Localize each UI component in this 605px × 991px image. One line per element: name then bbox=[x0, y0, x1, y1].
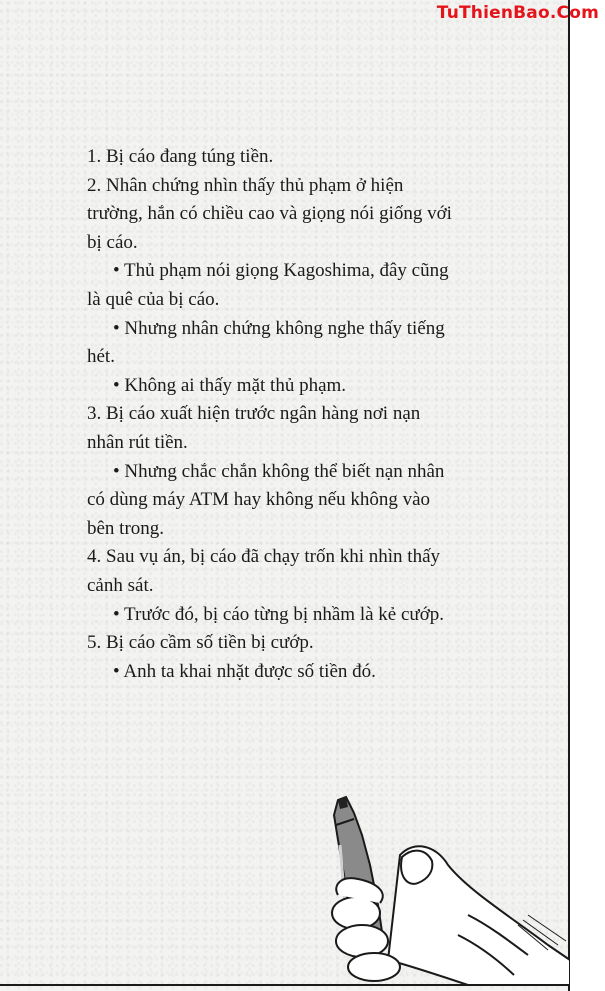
list-line: bị cáo. bbox=[87, 231, 138, 253]
list-line: 2. Nhân chứng nhìn thấy thủ phạm ở hiện bbox=[87, 174, 404, 196]
list-line: 3. Bị cáo xuất hiện trước ngân hàng nơi nạn bbox=[87, 403, 421, 425]
list-line: • Thủ phạm nói giọng Kagoshima, đây cũng bbox=[113, 260, 449, 282]
list-line: trường, hắn có chiều cao và giọng nói giống với bbox=[87, 203, 452, 225]
list-line: • Không ai thấy mặt thủ phạm. bbox=[113, 374, 347, 396]
list-line: có dùng máy ATM hay không nếu không vào bbox=[87, 489, 431, 511]
evidence-list bbox=[87, 143, 527, 686]
list-line: • Trước đó, bị cáo từng bị nhầm là kẻ cướp. bbox=[113, 603, 444, 625]
hand-holding-pen-illustration bbox=[318, 795, 570, 985]
list-line: 4. Sau vụ án, bị cáo đã chạy trốn khi nhìn thấy bbox=[87, 546, 441, 568]
page-margin bbox=[570, 0, 605, 991]
list-line: cảnh sát. bbox=[87, 574, 154, 596]
list-line: bên trong. bbox=[87, 517, 165, 539]
list-line: • Nhưng nhân chứng không nghe thấy tiếng bbox=[113, 317, 445, 339]
list-line: • Anh ta khai nhặt được số tiền đó. bbox=[113, 660, 376, 682]
list-line: là quê của bị cáo. bbox=[87, 288, 220, 310]
list-line: hét. bbox=[87, 346, 115, 368]
list-line: 5. Bị cáo cầm số tiền bị cướp. bbox=[87, 632, 314, 654]
watermark-logo: TuThienBao.Com bbox=[436, 3, 599, 23]
list-line: • Nhưng chắc chắn không thể biết nạn nhân bbox=[113, 460, 445, 482]
list-line: nhân rút tiền. bbox=[87, 431, 188, 453]
list-line: 1. Bị cáo đang túng tiền. bbox=[87, 146, 274, 167]
